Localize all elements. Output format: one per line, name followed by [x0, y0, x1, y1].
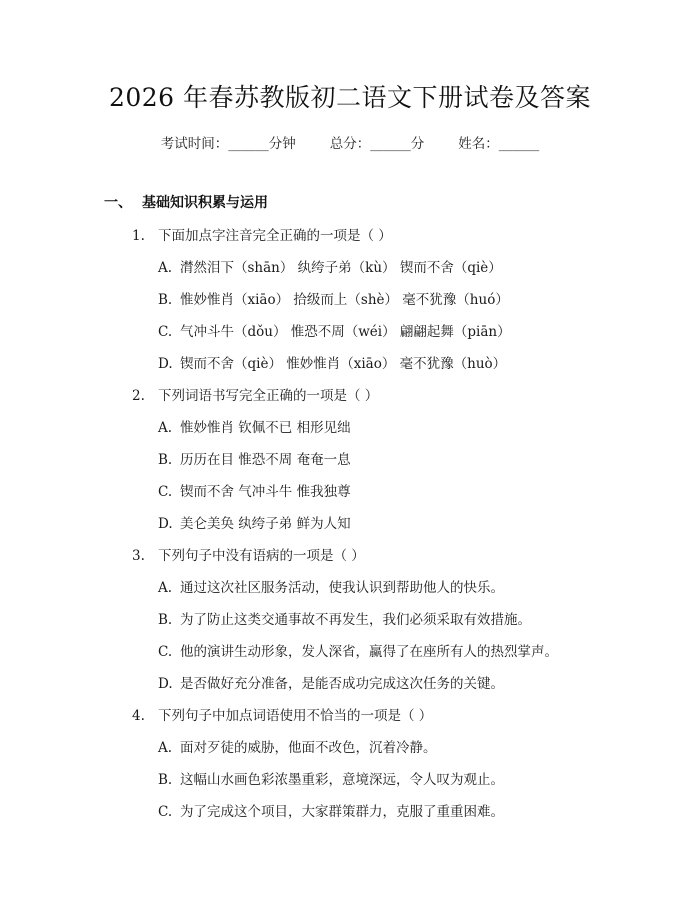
section-number: 一、: [104, 195, 132, 211]
option-text: 这幅山水画色彩浓墨重彩，意境深远，令人叹为观止。: [180, 772, 504, 788]
question-3-option-c: [158, 640, 558, 660]
option-text: 美仑美奂 纨绔子弟 鲜为人知: [180, 516, 351, 532]
option-letter: D.: [158, 676, 173, 692]
option-letter: A.: [158, 740, 173, 756]
option-text: 惟妙惟肖（xiāo） 拾级而上（shè） 毫不犹豫（huó）: [180, 292, 509, 308]
option-letter: A.: [158, 260, 173, 276]
question-4-option-b: [158, 768, 504, 788]
option-text: 潸然泪下（shān） 纨绔子弟（kù） 锲而不舍（qiè）: [180, 260, 502, 276]
question-3-option-d: [158, 672, 504, 692]
question-text: 下列句子中加点词语使用不恰当的一项是（ ）: [158, 708, 433, 724]
question-4-option-c: [158, 800, 504, 820]
question-text: 下列词语书写完全正确的一项是（ ）: [158, 388, 379, 404]
question-number: 1.: [132, 228, 145, 244]
question-3: [132, 544, 365, 564]
option-text: 气冲斗牛（dǒu） 惟恐不周（wéi） 翩翩起舞（piān）: [180, 324, 511, 340]
option-text: 他的演讲生动形象，发人深省，赢得了在座所有人的热烈掌声。: [180, 644, 558, 660]
question-2: [132, 384, 378, 404]
exam-score: 总分：______分: [329, 136, 425, 152]
question-number: 2.: [132, 388, 145, 404]
option-letter: B.: [158, 772, 173, 788]
student-name: 姓名：______: [458, 136, 540, 152]
section-heading: [104, 192, 268, 212]
option-text: 惟妙惟肖 钦佩不已 相形见绌: [180, 420, 351, 436]
option-letter: C.: [158, 484, 173, 500]
option-letter: D.: [158, 516, 173, 532]
question-text: 下列句子中没有语病的一项是（ ）: [158, 548, 365, 564]
option-letter: B.: [158, 292, 173, 308]
page-title: 2026 年春苏教版初二语文下册试卷及答案: [108, 83, 592, 112]
option-text: 面对歹徒的威胁，他面不改色，沉着冷静。: [180, 740, 437, 756]
question-2-option-a: [158, 416, 351, 436]
question-1-option-c: [158, 320, 511, 340]
option-text: 历历在目 惟恐不周 奄奄一息: [180, 452, 351, 468]
option-text: 锲而不舍 气冲斗牛 惟我独尊: [180, 484, 351, 500]
question-1-option-b: [158, 288, 509, 308]
question-2-option-d: [158, 512, 351, 532]
option-letter: B.: [158, 612, 173, 628]
question-4-option-a: [158, 736, 437, 756]
question-2-option-c: [158, 480, 351, 500]
question-1-option-a: [158, 256, 502, 276]
question-number: 3.: [132, 548, 145, 564]
option-text: 为了防止这类交通事故不再发生，我们必须采取有效措施。: [180, 612, 531, 628]
option-text: 为了完成这个项目，大家群策群力，克服了重重困难。: [180, 804, 504, 820]
question-1: [132, 224, 392, 244]
question-text: 下面加点字注音完全正确的一项是（ ）: [158, 228, 392, 244]
option-letter: C.: [158, 804, 173, 820]
question-4: [132, 704, 432, 724]
question-2-option-b: [158, 448, 351, 468]
option-text: 通过这次社区服务活动，使我认识到帮助他人的快乐。: [180, 580, 504, 596]
option-letter: C.: [158, 324, 173, 340]
question-number: 4.: [132, 708, 145, 724]
option-letter: B.: [158, 452, 173, 468]
option-letter: C.: [158, 644, 173, 660]
exam-time: 考试时间：______分钟: [160, 136, 296, 152]
option-text: 是否做好充分准备，是能否成功完成这次任务的关键。: [180, 676, 504, 692]
question-1-option-d: [158, 352, 506, 372]
option-letter: A.: [158, 580, 173, 596]
option-letter: D.: [158, 356, 173, 372]
question-3-option-a: [158, 576, 504, 596]
exam-info: [0, 132, 700, 152]
section-label: 基础知识积累与运用: [142, 195, 268, 211]
option-text: 锲而不舍（qiè） 惟妙惟肖（xiāo） 毫不犹豫（huò）: [180, 356, 507, 372]
question-3-option-b: [158, 608, 531, 628]
option-letter: A.: [158, 420, 173, 436]
